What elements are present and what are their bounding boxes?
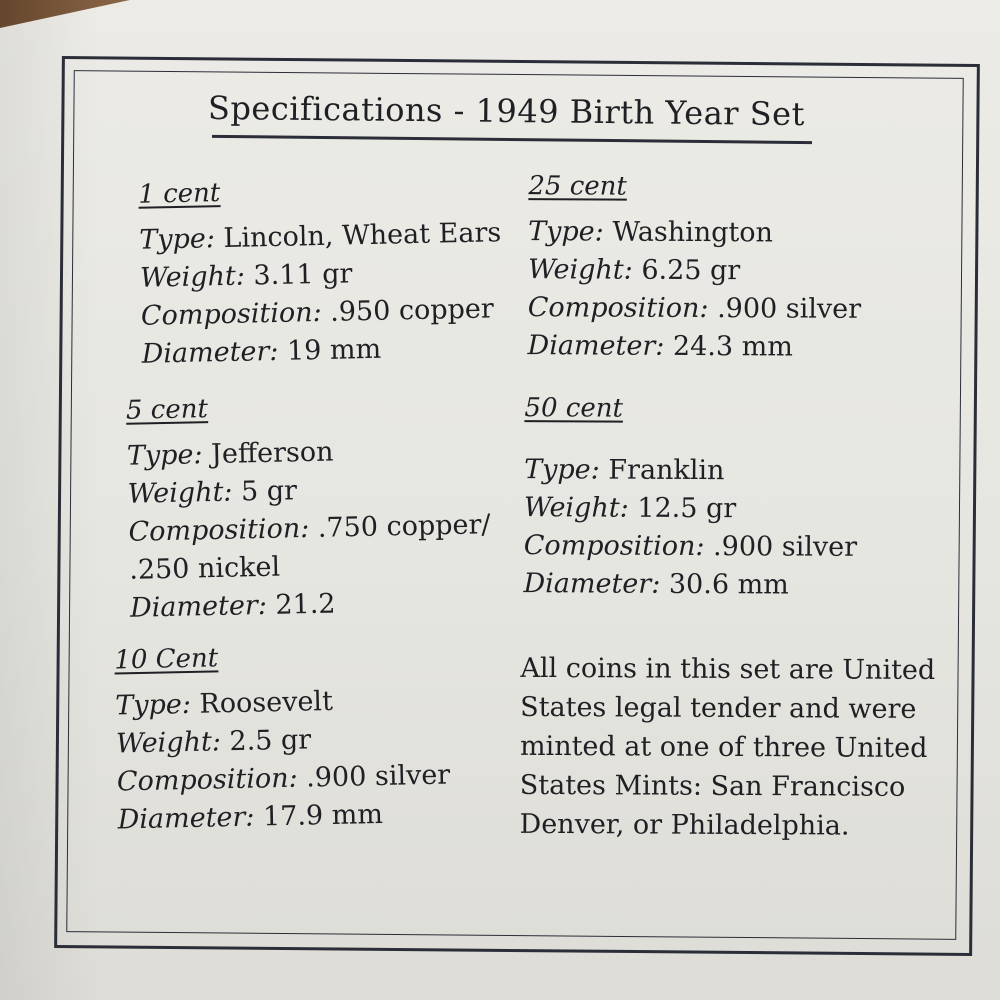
weight-label: Weight: (523, 492, 629, 524)
diameter-label: Diameter: (527, 330, 665, 362)
diameter-label: Diameter: (523, 568, 661, 600)
composition-value: .900 silver (297, 759, 451, 794)
diameter-value: 21.2 (266, 588, 336, 621)
diameter-value: 19 mm (278, 333, 382, 367)
composition-label: Composition: (116, 762, 298, 798)
note-line: All coins in this set are United (520, 652, 936, 687)
type-label: Type: (524, 454, 600, 486)
composition-value: .900 silver (704, 531, 858, 563)
diameter-value: 30.6 mm (660, 568, 789, 601)
note-line: States legal tender and were (520, 691, 917, 725)
weight-label: Weight: (527, 254, 633, 286)
coin-spec-10-cent (114, 635, 451, 840)
diameter-label: Diameter: (141, 335, 279, 370)
composition-label: Composition: (527, 292, 709, 325)
weight-row (528, 251, 862, 291)
diameter-label: Diameter: (129, 589, 268, 624)
diameter-row (523, 565, 857, 605)
coin-heading: 25 cent (528, 171, 627, 202)
weight-row (524, 489, 858, 529)
note-line: States Mints: San Francisco (519, 769, 906, 803)
coin-spec-25-cent (527, 167, 861, 367)
diameter-label: Diameter: (117, 801, 255, 836)
diameter-row (527, 327, 861, 367)
composition-row (117, 757, 451, 802)
coin-spec-5-cent (126, 384, 493, 628)
diameter-row (141, 328, 504, 374)
composition-value-continued: .250 nickel (128, 551, 281, 586)
diameter-row (117, 794, 451, 839)
composition-row (528, 289, 862, 329)
weight-label: Weight: (127, 476, 233, 510)
type-label: Type: (528, 216, 604, 248)
coin-heading: 50 cent (524, 393, 624, 424)
type-value: Lincoln, Wheat Ears (214, 217, 502, 255)
page-title: Specifications - 1949 Birth Year Set (207, 88, 806, 134)
note-line: Denver, or Philadelphia. (519, 808, 850, 842)
type-label: Type: (126, 439, 203, 472)
type-label: Type: (138, 223, 216, 256)
weight-value: 5 gr (232, 475, 298, 508)
type-value: Jefferson (202, 436, 334, 471)
coin-spec-50-cent (523, 389, 857, 605)
type-row (524, 451, 858, 491)
weight-value: 2.5 gr (220, 724, 312, 758)
composition-value: .900 silver (708, 293, 862, 325)
composition-value: .750 copper/ (308, 509, 491, 544)
type-label: Type: (114, 688, 192, 722)
type-row (528, 213, 862, 253)
composition-row (141, 290, 504, 336)
coin-heading: 1 cent (138, 178, 221, 210)
legal-tender-note (519, 649, 960, 846)
type-value: Washington (603, 216, 774, 249)
coin-spec-1-cent (138, 168, 504, 374)
diameter-value: 17.9 mm (254, 798, 384, 833)
coin-heading: 10 Cent (114, 643, 219, 676)
composition-label: Composition: (128, 513, 310, 548)
composition-label: Composition: (523, 530, 705, 563)
type-value: Roosevelt (190, 685, 334, 720)
weight-label: Weight: (139, 260, 246, 294)
composition-row (524, 527, 858, 567)
composition-row (128, 506, 491, 552)
note-line: minted at one of three United (519, 730, 928, 764)
diameter-value: 24.3 mm (664, 330, 793, 363)
coin-heading: 5 cent (125, 394, 209, 426)
weight-value: 6.25 gr (632, 254, 741, 287)
weight-value: 12.5 gr (628, 492, 737, 525)
composition-label: Composition: (140, 296, 322, 332)
type-value: Franklin (599, 454, 725, 487)
weight-value: 3.11 gr (244, 258, 353, 292)
composition-value: .950 copper (321, 293, 495, 328)
type-row (139, 214, 502, 260)
weight-label: Weight: (115, 726, 222, 760)
diameter-row (130, 582, 493, 628)
